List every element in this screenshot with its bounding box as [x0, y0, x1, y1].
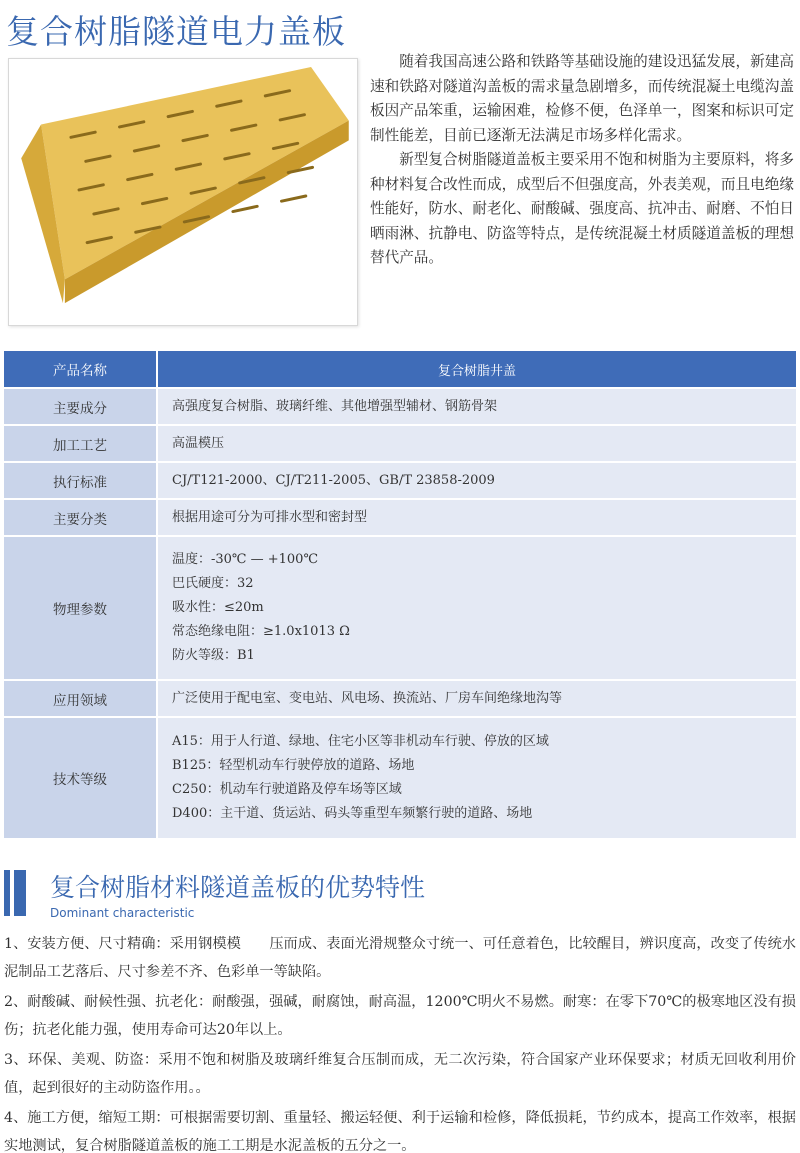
row-label: 主要成分	[4, 389, 158, 426]
intro-paragraph-1: 随着我国高速公路和铁路等基础设施的建设迅猛发展，新建高速和铁路对隧道沟盖板的需求量急剧增多，而传统混凝土电缆沟盖板因产品笨重，运输困难，检修不便，色泽单一，图案和标识可定制性能差，目前已逐渐无法满足市场多样化需求。	[370, 53, 794, 144]
row-value	[158, 463, 796, 500]
slot-mark	[233, 206, 257, 211]
header-label: 产品名称	[4, 351, 158, 389]
row-value-line: 高强度复合树脂、玻璃纤维、其他增强型辅材、钢筋骨架	[172, 398, 498, 414]
table-row	[4, 718, 796, 840]
row-value-line: 吸水性：≤20m	[172, 600, 264, 615]
table-header-row	[4, 351, 796, 389]
row-value	[158, 718, 796, 840]
row-label: 执行标准	[4, 463, 158, 500]
row-value	[158, 537, 796, 681]
spec-table	[4, 351, 796, 840]
row-value-line: 防火等级：B1	[172, 648, 255, 663]
row-label: 技术等级	[4, 718, 158, 840]
cover-plate-image	[9, 59, 357, 325]
section-title: 复合树脂材料隧道盖板的优势特性	[50, 873, 426, 902]
row-value-line: D400：主干道、货运站、码头等重型车频繁行驶的道路、场地	[172, 806, 533, 821]
header-value: 复合树脂井盖	[158, 351, 796, 389]
page-title: 复合树脂隧道电力盖板	[6, 12, 346, 51]
row-value	[158, 500, 796, 537]
section-bar-icon	[4, 870, 26, 916]
row-value-line: 高温模压	[172, 435, 225, 451]
row-value-line: CJ/T121-2000、CJ/T211-2005、GB/T 23858-2009	[172, 472, 495, 488]
feature-item: 3、环保、美观、防盗：采用不饱和树脂及玻璃纤维复合压制而成，无二次污染，符合国家产业环保要求；材质无回收利用价值，起到很好的主动防盗作用。。	[4, 1052, 796, 1096]
row-label: 物理参数	[4, 537, 158, 681]
row-value-line: 广泛使用于配电室、变电站、风电场、换流站、厂房车间绝缘地沟等	[172, 690, 563, 706]
row-label: 加工工艺	[4, 426, 158, 463]
row-value-line: 常态绝缘电阻：≥1.0x1013 Ω	[172, 624, 350, 639]
slot-mark	[281, 196, 305, 201]
product-photo	[8, 58, 358, 326]
intro-paragraph-2: 新型复合树脂隧道盖板主要采用不饱和树脂为主要原料，将多种材料复合改性而成，成型后不但强度高，外表美观，而且电绝缘性能好，防水、耐老化、耐酸碱、强度高、抗冲击、耐磨、不怕日晒雨淋、抗静电、防盗等特点，是传统混凝土材质隧道盖板的理想替代产品。	[370, 151, 794, 266]
row-value-line: 温度：-30℃ — +100℃	[172, 552, 318, 567]
row-value-line: A15：用于人行道、绿地、住宅小区等非机动车行驶、停放的区域	[172, 734, 549, 749]
row-value	[158, 681, 796, 718]
feature-item: 1、安装方便、尺寸精确：采用钢模模 压而成、表面光滑规整众寸统一、可任意着色，比较醒目，辨识度高，改变了传统水泥制品工艺落后、尺寸参差不齐、色彩单一等缺陷。	[4, 936, 796, 980]
row-value-line: 根据用途可分为可排水型和密封型	[172, 509, 368, 525]
feature-item: 2、耐酸碱、耐候性强、抗老化：耐酸强，强碱，耐腐蚀，耐高温，1200℃明火不易燃。耐寒：在零下70℃的极寒地区没有损伤；抗老化能力强，使用寿命可达20年以上。	[4, 994, 796, 1038]
feature-list	[4, 930, 796, 1153]
feature-item: 4、施工方便，缩短工期：可根据需要切割、重量轻、搬运轻便、利于运输和检修，降低损耗，节约成本，提高工作效率，根据实地测试，复合树脂隧道盖板的施工工期是水泥盖板的五分之一。	[4, 1110, 796, 1153]
intro-text	[370, 50, 794, 271]
table-row	[4, 500, 796, 537]
row-label: 主要分类	[4, 500, 158, 537]
row-value	[158, 426, 796, 463]
row-value-line: C250：机动车行驶道路及停车场等区域	[172, 782, 402, 797]
row-label: 应用领域	[4, 681, 158, 718]
table-row	[4, 463, 796, 500]
table-row	[4, 681, 796, 718]
section-subtitle: Dominant characteristic	[50, 906, 195, 920]
row-value-line: 巴氏硬度：32	[172, 576, 254, 591]
table-row	[4, 389, 796, 426]
row-value	[158, 389, 796, 426]
table-row	[4, 537, 796, 681]
table-row	[4, 426, 796, 463]
row-value-line: B125：轻型机动车行驶停放的道路、场地	[172, 758, 415, 773]
